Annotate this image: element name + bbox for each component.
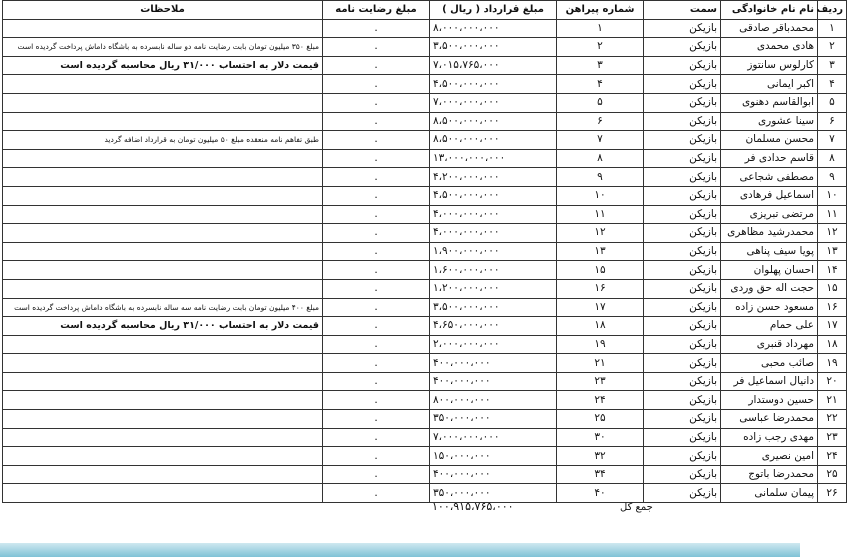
satisfaction-amount: . [323, 19, 430, 38]
shirt-number: ۱۶ [557, 279, 644, 298]
player-position: بازیکن [644, 168, 721, 187]
footer-band [0, 543, 800, 557]
row-notes [3, 335, 323, 354]
satisfaction-amount: . [323, 149, 430, 168]
header-index: ردیف [818, 1, 847, 20]
shirt-number: ۳۴ [557, 465, 644, 484]
table-row [3, 410, 847, 429]
player-position: بازیکن [644, 19, 721, 38]
player-position: بازیکن [644, 112, 721, 131]
player-position: بازیکن [644, 298, 721, 317]
player-name: سینا عشوری [721, 112, 818, 131]
satisfaction-amount: . [323, 131, 430, 150]
player-name: پیمان سلمانی [721, 484, 818, 503]
player-name: اکبر ایمانی [721, 75, 818, 94]
header-contract-amount: مبلغ قرارداد ( ریال ) [430, 1, 557, 20]
row-notes [3, 93, 323, 112]
shirt-number: ۲ [557, 38, 644, 57]
header-notes: ملاحظات [3, 1, 323, 20]
contract-amount: ۳۵۰،۰۰۰،۰۰۰ [430, 484, 557, 503]
row-notes [3, 168, 323, 187]
table-row [3, 335, 847, 354]
row-index: ۲۱ [818, 391, 847, 410]
satisfaction-amount: . [323, 335, 430, 354]
contract-amount: ۴،۲۰۰،۰۰۰،۰۰۰ [430, 168, 557, 187]
table-row [3, 168, 847, 187]
player-position: بازیکن [644, 93, 721, 112]
contract-amount: ۴،۵۰۰،۰۰۰،۰۰۰ [430, 186, 557, 205]
row-index: ۶ [818, 112, 847, 131]
player-name: پویا سیف پناهی [721, 242, 818, 261]
shirt-number: ۱۳ [557, 242, 644, 261]
row-index: ۱۳ [818, 242, 847, 261]
shirt-number: ۱۲ [557, 224, 644, 243]
row-index: ۲ [818, 38, 847, 57]
table-row [3, 242, 847, 261]
row-index: ۲۵ [818, 465, 847, 484]
player-name: احسان پهلوان [721, 261, 818, 280]
shirt-number: ۸ [557, 149, 644, 168]
contract-amount: ۴،۶۵۰،۰۰۰،۰۰۰ [430, 317, 557, 336]
player-name: حسین دوستدار [721, 391, 818, 410]
table-row [3, 75, 847, 94]
table-row [3, 149, 847, 168]
table-row [3, 354, 847, 373]
player-name: دانیال اسماعیل فر [721, 372, 818, 391]
row-notes [3, 242, 323, 261]
shirt-number: ۲۳ [557, 372, 644, 391]
header-row [3, 1, 847, 20]
row-index: ۱۹ [818, 354, 847, 373]
player-position: بازیکن [644, 242, 721, 261]
row-index: ۱ [818, 19, 847, 38]
row-notes [3, 447, 323, 466]
satisfaction-amount: . [323, 186, 430, 205]
contract-amount: ۱۵۰،۰۰۰،۰۰۰ [430, 447, 557, 466]
player-name: ابوالقاسم دهنوی [721, 93, 818, 112]
player-name: مرتضی تبریزی [721, 205, 818, 224]
total-value: ۱۰۰،۹۱۵،۷۶۵،۰۰۰ [432, 500, 514, 513]
header-position: سمت [644, 1, 721, 20]
player-position: بازیکن [644, 484, 721, 503]
player-name: علی حمام [721, 317, 818, 336]
player-position: بازیکن [644, 261, 721, 280]
table-row [3, 447, 847, 466]
row-index: ۸ [818, 149, 847, 168]
contract-amount: ۸،۰۰۰،۰۰۰،۰۰۰ [430, 19, 557, 38]
table-row [3, 465, 847, 484]
contract-amount: ۱،۹۰۰،۰۰۰،۰۰۰ [430, 242, 557, 261]
player-name: قاسم حدادی فر [721, 149, 818, 168]
contract-amount: ۱،۶۰۰،۰۰۰،۰۰۰ [430, 261, 557, 280]
contracts-table [2, 0, 847, 503]
shirt-number: ۱۸ [557, 317, 644, 336]
contract-amount: ۳۵۰،۰۰۰،۰۰۰ [430, 410, 557, 429]
satisfaction-amount: . [323, 56, 430, 75]
row-notes: مبلغ ۴۰۰ میلیون تومان بابت رضایت نامه سه ساله نابسرده به باشگاه داماش پرداخت گردیده است [3, 298, 323, 317]
shirt-number: ۱۹ [557, 335, 644, 354]
row-index: ۲۶ [818, 484, 847, 503]
shirt-number: ۱۱ [557, 205, 644, 224]
table-row [3, 317, 847, 336]
row-index: ۱۶ [818, 298, 847, 317]
contract-amount: ۷،۰۰۰،۰۰۰،۰۰۰ [430, 93, 557, 112]
player-name: محمدرضا عباسی [721, 410, 818, 429]
player-position: بازیکن [644, 372, 721, 391]
player-position: بازیکن [644, 279, 721, 298]
row-notes [3, 186, 323, 205]
player-position: بازیکن [644, 186, 721, 205]
player-position: بازیکن [644, 354, 721, 373]
satisfaction-amount: . [323, 317, 430, 336]
player-position: بازیکن [644, 149, 721, 168]
satisfaction-amount: . [323, 484, 430, 503]
row-notes: مبلغ ۳۵۰ میلیون تومان بابت رضایت نامه دو ساله نابسرده به باشگاه داماش پرداخت گردیده است [3, 38, 323, 57]
shirt-number: ۲۴ [557, 391, 644, 410]
row-notes [3, 391, 323, 410]
player-name: مهرداد قنبری [721, 335, 818, 354]
shirt-number: ۷ [557, 131, 644, 150]
player-position: بازیکن [644, 465, 721, 484]
row-notes [3, 465, 323, 484]
row-index: ۱۰ [818, 186, 847, 205]
player-position: بازیکن [644, 75, 721, 94]
contract-amount: ۴،۰۰۰،۰۰۰،۰۰۰ [430, 224, 557, 243]
row-index: ۲۳ [818, 428, 847, 447]
satisfaction-amount: . [323, 465, 430, 484]
shirt-number: ۳۲ [557, 447, 644, 466]
shirt-number: ۴۰ [557, 484, 644, 503]
row-index: ۲۲ [818, 410, 847, 429]
satisfaction-amount: . [323, 298, 430, 317]
player-name: مصطفی شجاعی [721, 168, 818, 187]
table-row [3, 131, 847, 150]
row-notes [3, 205, 323, 224]
row-index: ۱۲ [818, 224, 847, 243]
shirt-number: ۱۷ [557, 298, 644, 317]
row-notes: قیمت دلار به احتساب ۳۱/۰۰۰ ریال محاسبه گردیده است [3, 317, 323, 336]
shirt-number: ۲۱ [557, 354, 644, 373]
row-index: ۱۵ [818, 279, 847, 298]
player-position: بازیکن [644, 38, 721, 57]
row-notes [3, 354, 323, 373]
satisfaction-amount: . [323, 112, 430, 131]
contract-amount: ۴،۵۰۰،۰۰۰،۰۰۰ [430, 75, 557, 94]
table-row [3, 205, 847, 224]
satisfaction-amount: . [323, 38, 430, 57]
row-notes [3, 372, 323, 391]
contract-amount: ۴۰۰،۰۰۰،۰۰۰ [430, 372, 557, 391]
satisfaction-amount: . [323, 261, 430, 280]
row-notes [3, 428, 323, 447]
contract-amount: ۷،۰۱۵،۷۶۵،۰۰۰ [430, 56, 557, 75]
shirt-number: ۹ [557, 168, 644, 187]
shirt-number: ۴ [557, 75, 644, 94]
shirt-number: ۳۰ [557, 428, 644, 447]
row-notes: قیمت دلار به احتساب ۳۱/۰۰۰ ریال محاسبه گردیده است [3, 56, 323, 75]
table-row [3, 372, 847, 391]
player-position: بازیکن [644, 391, 721, 410]
row-index: ۴ [818, 75, 847, 94]
row-index: ۲۰ [818, 372, 847, 391]
table-row [3, 186, 847, 205]
table-row [3, 93, 847, 112]
shirt-number: ۱۰ [557, 186, 644, 205]
shirt-number: ۱۵ [557, 261, 644, 280]
contract-amount: ۴،۰۰۰،۰۰۰،۰۰۰ [430, 205, 557, 224]
row-notes [3, 410, 323, 429]
player-position: بازیکن [644, 428, 721, 447]
player-position: بازیکن [644, 224, 721, 243]
row-notes [3, 112, 323, 131]
table-row [3, 261, 847, 280]
satisfaction-amount: . [323, 75, 430, 94]
table-row [3, 56, 847, 75]
player-name: محمدرشید مظاهری [721, 224, 818, 243]
row-index: ۳ [818, 56, 847, 75]
player-name: محمدباقر صادقی [721, 19, 818, 38]
row-index: ۵ [818, 93, 847, 112]
contract-amount: ۸،۵۰۰،۰۰۰،۰۰۰ [430, 131, 557, 150]
row-index: ۱۸ [818, 335, 847, 354]
satisfaction-amount: . [323, 391, 430, 410]
player-position: بازیکن [644, 317, 721, 336]
table-row [3, 19, 847, 38]
player-position: بازیکن [644, 56, 721, 75]
row-index: ۱۱ [818, 205, 847, 224]
table-row [3, 112, 847, 131]
player-name: حجت اله حق وردی [721, 279, 818, 298]
satisfaction-amount: . [323, 93, 430, 112]
row-index: ۲۴ [818, 447, 847, 466]
total-label: جمع کل [620, 502, 653, 513]
contract-amount: ۳،۵۰۰،۰۰۰،۰۰۰ [430, 38, 557, 57]
table-row [3, 279, 847, 298]
row-notes [3, 279, 323, 298]
row-index: ۷ [818, 131, 847, 150]
player-name: مسعود حسن زاده [721, 298, 818, 317]
row-notes [3, 19, 323, 38]
shirt-number: ۲۵ [557, 410, 644, 429]
row-notes [3, 484, 323, 503]
contract-amount: ۸،۵۰۰،۰۰۰،۰۰۰ [430, 112, 557, 131]
satisfaction-amount: . [323, 168, 430, 187]
satisfaction-amount: . [323, 279, 430, 298]
player-name: صائب محبی [721, 354, 818, 373]
contract-amount: ۲،۰۰۰،۰۰۰،۰۰۰ [430, 335, 557, 354]
shirt-number: ۱ [557, 19, 644, 38]
table-row [3, 298, 847, 317]
player-position: بازیکن [644, 410, 721, 429]
player-position: بازیکن [644, 205, 721, 224]
satisfaction-amount: . [323, 205, 430, 224]
header-shirt-number: شماره پیراهن [557, 1, 644, 20]
contract-amount: ۱۳،۰۰۰،۰۰۰،۰۰۰ [430, 149, 557, 168]
player-name: هادی محمدی [721, 38, 818, 57]
player-name: محسن مسلمان [721, 131, 818, 150]
contract-amount: ۷،۰۰۰،۰۰۰،۰۰۰ [430, 428, 557, 447]
header-name: نام نام خانوادگی [721, 1, 818, 20]
row-index: ۱۴ [818, 261, 847, 280]
shirt-number: ۵ [557, 93, 644, 112]
row-notes: طبق تفاهم نامه منعقده مبلغ ۵۰ میلیون تومان به قرارداد اضافه گردید [3, 131, 323, 150]
player-name: کارلوس سانتوز [721, 56, 818, 75]
table-row [3, 484, 847, 503]
satisfaction-amount: . [323, 447, 430, 466]
table-row [3, 391, 847, 410]
shirt-number: ۶ [557, 112, 644, 131]
player-position: بازیکن [644, 335, 721, 354]
contract-amount: ۳،۵۰۰،۰۰۰،۰۰۰ [430, 298, 557, 317]
player-position: بازیکن [644, 447, 721, 466]
table-row [3, 224, 847, 243]
satisfaction-amount: . [323, 224, 430, 243]
row-notes [3, 149, 323, 168]
satisfaction-amount: . [323, 428, 430, 447]
satisfaction-amount: . [323, 242, 430, 261]
satisfaction-amount: . [323, 372, 430, 391]
satisfaction-amount: . [323, 410, 430, 429]
contract-amount: ۴۰۰،۰۰۰،۰۰۰ [430, 354, 557, 373]
table-row [3, 428, 847, 447]
header-satisfaction-amount: مبلغ رضایت نامه [323, 1, 430, 20]
shirt-number: ۳ [557, 56, 644, 75]
contract-amount: ۱،۲۰۰،۰۰۰،۰۰۰ [430, 279, 557, 298]
player-position: بازیکن [644, 131, 721, 150]
row-notes [3, 75, 323, 94]
table-row [3, 38, 847, 57]
row-notes [3, 224, 323, 243]
contract-amount: ۸۰۰،۰۰۰،۰۰۰ [430, 391, 557, 410]
player-name: محمدرضا باتوج [721, 465, 818, 484]
player-name: اسماعیل فرهادی [721, 186, 818, 205]
row-index: ۹ [818, 168, 847, 187]
row-index: ۱۷ [818, 317, 847, 336]
player-name: امین نصیری [721, 447, 818, 466]
satisfaction-amount: . [323, 354, 430, 373]
contract-amount: ۴۰۰،۰۰۰،۰۰۰ [430, 465, 557, 484]
row-notes [3, 261, 323, 280]
player-name: مهدی رجب زاده [721, 428, 818, 447]
